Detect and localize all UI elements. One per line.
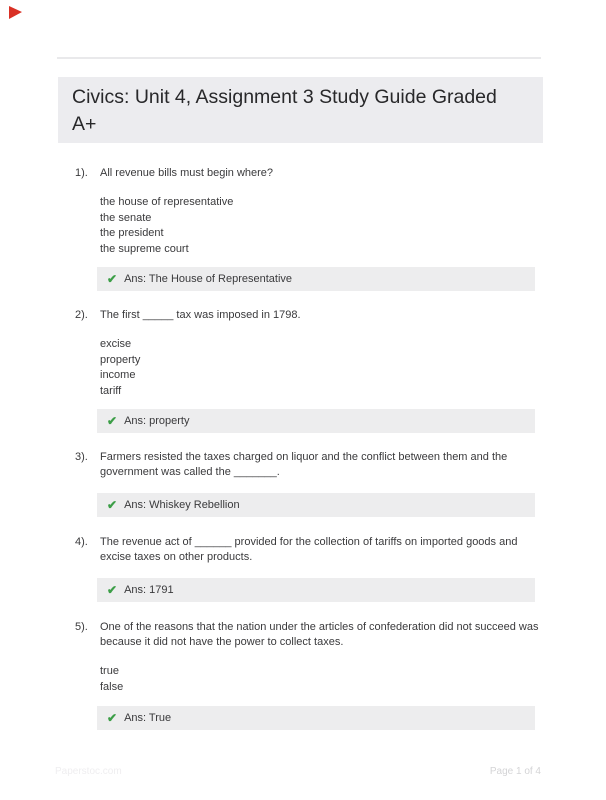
question-row (58, 620, 543, 650)
question-block-4 (58, 535, 543, 602)
question-text-line: The revenue act of ______ provided for the collection of tariffs on imported goods and (100, 536, 518, 548)
corner-flag-icon (9, 6, 22, 19)
question-text-line: because it did not have the power to collect taxes. (100, 636, 344, 648)
option-item: excise (100, 338, 132, 350)
question-block-3 (58, 450, 543, 517)
answer-text: Ans: Whiskey Rebellion (124, 499, 240, 511)
question-number: 4). (75, 536, 88, 548)
option-item: true (100, 665, 119, 677)
answer-text: Ans: property (124, 415, 190, 427)
check-icon: ✔ (107, 711, 118, 725)
option-item: the president (100, 227, 164, 239)
check-icon: ✔ (107, 272, 118, 286)
question-text-line: One of the reasons that the nation under the articles of confederation did not succeed was (100, 621, 539, 633)
question-text-line: excise taxes on other products. (100, 551, 253, 563)
option-item: tariff (100, 384, 122, 397)
title-banner (58, 77, 543, 143)
question-number: 1). (75, 167, 88, 179)
top-divider (57, 57, 541, 59)
page-indicator: Page 1 of 4 (489, 766, 541, 777)
question-number: 3). (75, 451, 88, 463)
question-text-line: Farmers resisted the taxes charged on liquor and the conflict between them and the (100, 451, 508, 463)
options-list (100, 337, 543, 399)
question-block-5 (58, 620, 543, 730)
answer-bar (97, 706, 535, 730)
page-title-line: Civics: Unit 4, Assignment 3 Study Guide Graded (72, 86, 497, 108)
option-item: the supreme court (100, 242, 189, 255)
question-text-line: All revenue bills must begin where? (100, 167, 274, 179)
question-number: 5). (75, 621, 88, 633)
check-icon: ✔ (107, 583, 118, 597)
option-item: income (100, 369, 136, 381)
check-icon: ✔ (107, 414, 118, 428)
page-title-line: A+ (72, 113, 97, 135)
question-row (58, 450, 543, 480)
question-block-2 (58, 308, 543, 433)
question-text-line: The first _____ tax was imposed in 1798. (100, 309, 301, 321)
option-item: the house of representative (100, 196, 234, 208)
option-item: the senate (100, 211, 152, 224)
watermark-text: Paperstoc.com (55, 766, 122, 777)
answer-text: Ans: The House of Representative (124, 273, 293, 285)
answer-bar (97, 409, 535, 433)
check-icon: ✔ (107, 498, 118, 512)
question-row (58, 308, 543, 323)
option-item: false (100, 680, 124, 693)
question-row (58, 166, 543, 181)
answer-bar (97, 578, 535, 602)
answer-text: Ans: True (124, 712, 172, 724)
question-row (58, 535, 543, 565)
options-list (100, 195, 543, 257)
option-item: property (100, 353, 141, 366)
answer-bar (97, 493, 535, 517)
question-block-1 (58, 166, 543, 291)
options-list (100, 664, 543, 695)
question-text-line: government was called the _______. (100, 466, 280, 478)
answer-text: Ans: 1791 (124, 584, 174, 596)
question-number: 2). (75, 309, 88, 321)
answer-bar (97, 267, 535, 291)
